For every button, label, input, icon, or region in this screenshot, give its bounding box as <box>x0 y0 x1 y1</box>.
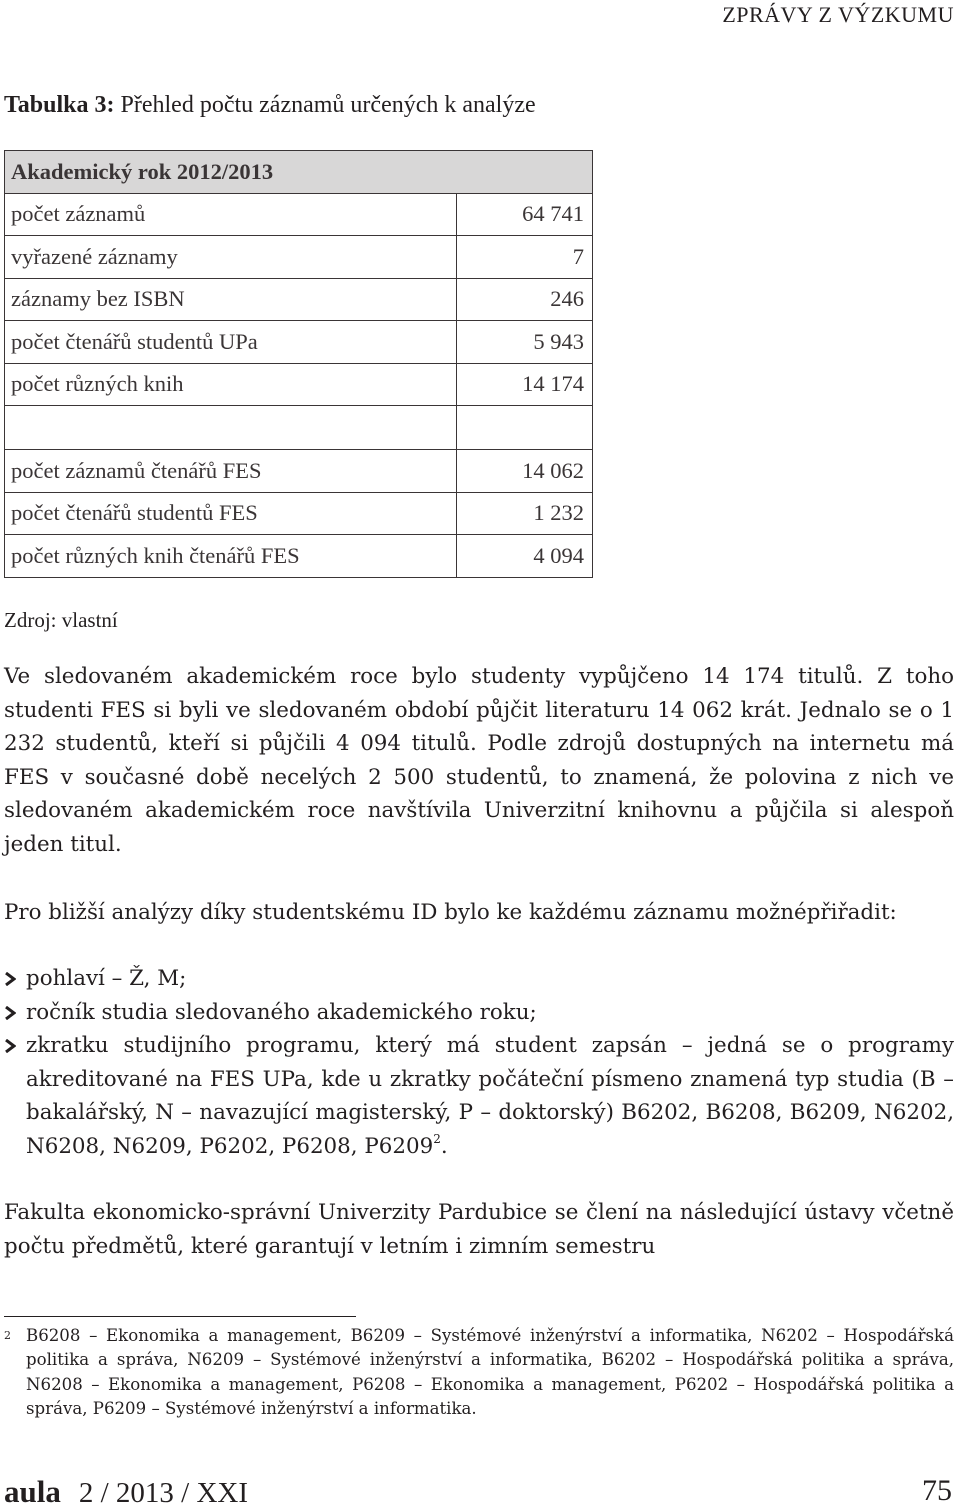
row-label: počet různých knih čtenářů FES <box>5 535 457 578</box>
table-row <box>5 363 593 406</box>
footnote-text: B6208 – Ekonomika a management, B6209 – Systémové inženýrství a informatika, N6202 – Hospodářská politika a správa, N6209 – Systémové inženýrství a informatika, B6202 – Hospodářská politika a správa, N6208 – Ekonomika a management, P6208 – Ekonomika a management, P6202 – Hospodářská politika a správa, P6209 – Systémové inženýrství a informatika. <box>26 1326 954 1419</box>
row-value: 14 174 <box>457 363 593 406</box>
list-item <box>4 1029 954 1163</box>
list-item-end: . <box>440 1133 448 1159</box>
paragraph-2: Pro bližší analýzy díky studentskému ID bylo ke každému záznamu možnépřiřadit: <box>4 900 897 925</box>
row-value: 14 062 <box>457 450 593 493</box>
table-row-empty <box>5 406 593 450</box>
table-row <box>5 321 593 364</box>
row-label: vyřazené záznamy <box>5 236 457 279</box>
table-title-label: Tabulka 3: <box>4 92 115 118</box>
row-value: 5 943 <box>457 321 593 364</box>
running-head: ZPRÁVY Z VÝZKUMU <box>722 2 954 27</box>
list-item-text: pohlaví – Ž, M; <box>26 966 187 991</box>
table-title <box>4 92 536 119</box>
list-item-text: ročník studia sledovaného akademického roku; <box>26 999 537 1025</box>
footer-journal <box>4 1474 248 1510</box>
row-value: 1 232 <box>457 492 593 535</box>
row-label: počet čtenářů studentů UPa <box>5 321 457 364</box>
table-row <box>5 450 593 493</box>
chevron-right-icon <box>4 1029 20 1062</box>
footnote-divider <box>4 1316 356 1317</box>
footnote-mark: 2 <box>4 1329 11 1342</box>
journal-brand: aula <box>4 1474 61 1509</box>
row-value: 246 <box>457 278 593 321</box>
table-row <box>5 535 593 578</box>
table-row <box>5 492 593 535</box>
footnote-ref[interactable]: 2 <box>433 1131 441 1146</box>
footnote <box>4 1324 954 1422</box>
list-item <box>4 962 954 996</box>
table-row <box>5 193 593 236</box>
row-label: záznamy bez ISBN <box>5 278 457 321</box>
row-label <box>5 406 457 450</box>
table-row <box>5 278 593 321</box>
table-header-row <box>5 151 593 194</box>
table-source: Zdroj: vlastní <box>4 608 118 632</box>
row-label: počet záznamů čtenářů FES <box>5 450 457 493</box>
bullet-list <box>4 962 954 1164</box>
page-number: 75 <box>922 1474 952 1507</box>
row-label: počet různých knih <box>5 363 457 406</box>
list-item <box>4 996 954 1030</box>
journal-issue: 2 / 2013 / XXI <box>78 1477 249 1509</box>
paragraph-3: Fakulta ekonomicko-správní Univerzity Pardubice se člení na následující ústavy včetně počtu předmětů, které garantují v letním i zimním semestru <box>4 1200 954 1259</box>
row-value: 4 094 <box>457 535 593 578</box>
table-row <box>5 236 593 279</box>
row-label: počet čtenářů studentů FES <box>5 492 457 535</box>
list-item-text: zkratku studijního programu, který má student zapsán – jedná se o programy akreditované na FES UPa, kde u zkratky počáteční písmeno znamená typ studia (B – bakalářský, N – navazující magisterský, P – doktorský) B6202, B6208, B6209, N6202, N6208, N6209, P6202, P6208, P6209 <box>26 1033 954 1159</box>
chevron-right-icon <box>4 962 20 995</box>
row-value: 7 <box>457 236 593 279</box>
chevron-right-icon <box>4 996 20 1029</box>
row-label: počet záznamů <box>5 193 457 236</box>
row-value: 64 741 <box>457 193 593 236</box>
paragraph-1: Ve sledovaném akademickém roce bylo studenty vypůjčeno 14 174 titulů. Z toho studenti FES si byli ve sledovaném období půjčit literaturu 14 062 krát. Jednalo se o 1 232 studentů, kteří si půjčili 4 094 titulů. Podle zdrojů dostupných na internetu má FES v současné době necelých 2 500 studentů, to znamená, že polovina z nich ve sledovaném akademickém roce navštívila Univerzitní knihovnu a půjčila si alespoň jeden titul. <box>4 664 954 857</box>
table-title-text: Přehled počtu záznamů určených k analýze <box>114 92 536 118</box>
row-value <box>457 406 593 450</box>
table-header-cell: Akademický rok 2012/2013 <box>5 151 593 194</box>
records-table <box>4 150 593 578</box>
